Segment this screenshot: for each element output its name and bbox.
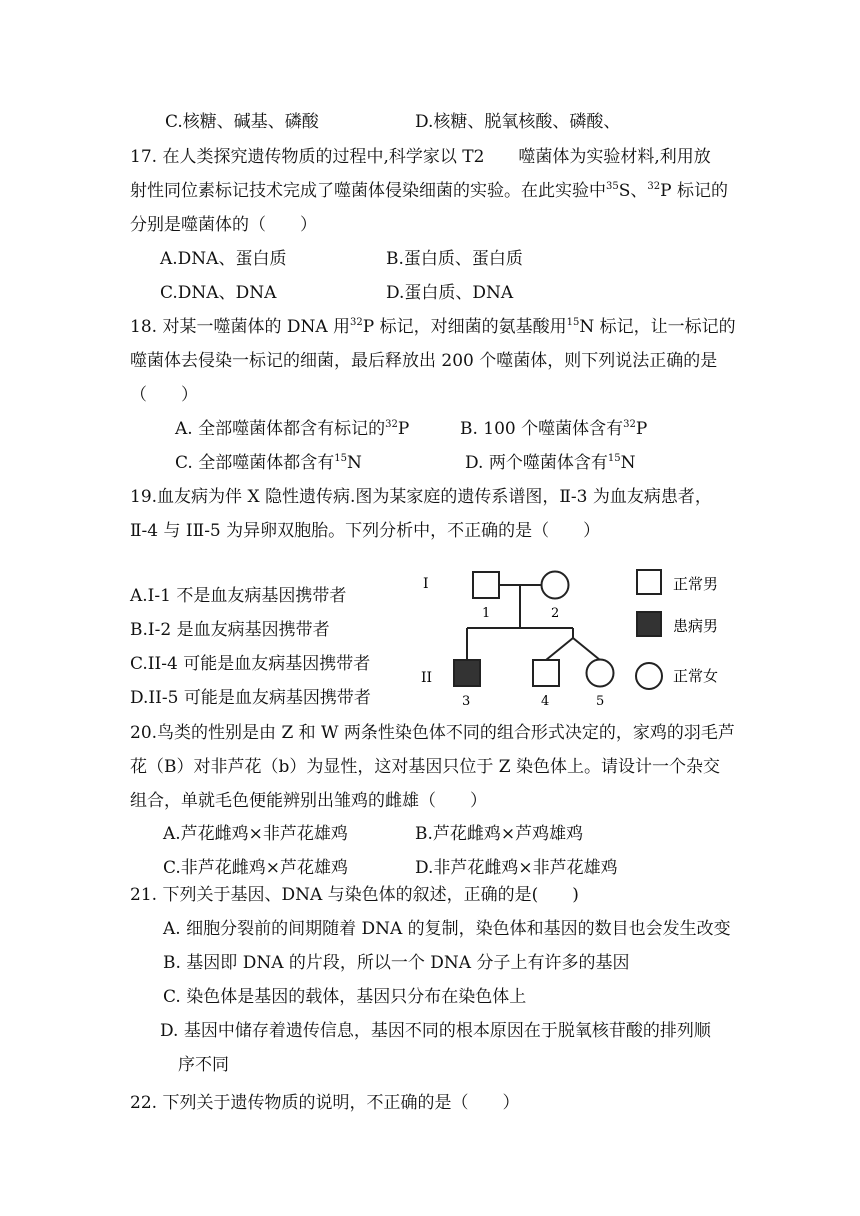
q17-option-c: C.DNA、DNA — [160, 283, 277, 303]
q21-option-d-line2: 序不同 — [178, 1055, 229, 1075]
q20-option-d: D.非芦花雌鸡×非芦花雄鸡 — [415, 858, 618, 878]
q20-stem-line1: 20.鸟类的性别是由 Z 和 W 两条性染色体不同的组合形式决定的，家鸡的羽毛芦 — [130, 723, 735, 743]
superscript-15: 15 — [334, 453, 347, 464]
q18-stem-text-a: 18. 对某一噬菌体的 DNA 用 — [130, 317, 351, 337]
q21-option-b: B. 基因即 DNA 的片段，所以一个 DNA 分子上有许多的基因 — [163, 953, 630, 973]
q18-option-a-element: P — [397, 419, 410, 439]
individual-II-4-normal-male — [533, 660, 559, 686]
q17-option-b: B.蛋白质、蛋白质 — [386, 249, 523, 269]
q20-stem-line2: 花（B）对非芦花（b）为显性，这对基因只位于 Z 染色体上。请设计一个杂交 — [130, 757, 720, 777]
individual-I-1-normal-male — [473, 572, 499, 598]
q18-option-d-text: D. 两个噬菌体含有 — [465, 453, 608, 473]
generation-label-1: I — [423, 576, 429, 592]
superscript-32: 32 — [350, 317, 363, 328]
q20-stem-line3: 组合，单就毛色便能辨别出雏鸡的雌雄（ ） — [130, 791, 487, 811]
q18-option-b — [460, 418, 647, 440]
individual-I-2-normal-female — [542, 572, 569, 599]
q19-stem-line1: 19.血友病为伴 X 隐性遗传病.图为某家庭的遗传系谱图，Ⅱ-3 为血友病患者， — [130, 487, 712, 507]
legend-normal-female-label: 正常女 — [673, 667, 719, 685]
superscript-35: 35 — [606, 181, 619, 192]
q18-stem-text-b: P 标记，对细菌的氨基酸用 — [362, 317, 567, 337]
q18-option-a-text: A. 全部噬菌体都含有标记的 — [175, 419, 386, 439]
q17-stem-line2 — [130, 180, 728, 202]
generation-label-2: II — [421, 670, 433, 686]
q17-s-label: S、 — [618, 181, 648, 201]
label-II-4: 4 — [541, 694, 550, 709]
q20-option-c: C.非芦花雌鸡×芦花雄鸡 — [163, 858, 349, 878]
q18-stem-line3: （ ） — [130, 385, 198, 405]
q18-option-c-element: N — [346, 453, 362, 473]
q17-stem-line1: 17. 在人类探究遗传物质的过程中,科学家以 T2 噬菌体为实验材料,利用放 — [130, 147, 711, 167]
q21-option-a: A. 细胞分裂前的间期随着 DNA 的复制，染色体和基因的数目也会发生改变 — [163, 919, 731, 939]
label-I-2: 2 — [551, 606, 560, 621]
superscript-32: 32 — [647, 181, 661, 192]
q16-option-d: D.核糖、脱氧核酸、磷酸、 — [415, 112, 621, 132]
superscript-15: 15 — [566, 317, 580, 328]
superscript-32: 32 — [385, 419, 398, 430]
q21-option-c: C. 染色体是基因的载体，基因只分布在染色体上 — [163, 987, 527, 1007]
q21-option-d-line1: D. 基因中储存着遗传信息，基因不同的根本原因在于脱氧核苷酸的排列顺 — [160, 1021, 711, 1041]
label-I-1: 1 — [482, 606, 491, 621]
pedigree-svg — [415, 562, 745, 712]
twin-line-5 — [573, 638, 600, 660]
q18-option-b-text: B. 100 个噬菌体含有 — [460, 419, 624, 439]
pedigree-chart — [415, 562, 745, 712]
twin-line-4 — [546, 638, 573, 660]
q17-option-d: D.蛋白质、DNA — [386, 283, 514, 303]
individual-II-3-affected-male — [454, 660, 480, 686]
legend-affected-male-label: 患病男 — [673, 617, 719, 635]
q20-option-b: B.芦花雌鸡×芦鸡雄鸡 — [415, 824, 584, 844]
q17-p-label: P 标记的 — [660, 181, 728, 201]
q18-option-b-element: P — [635, 419, 648, 439]
q18-stem-line1 — [130, 316, 736, 338]
q19-option-b: B.I-2 是血友病基因携带者 — [130, 620, 330, 640]
q17-stem-text: 射性同位素标记技术完成了噬菌体侵染细菌的实验。在此实验中 — [130, 181, 606, 201]
superscript-15: 15 — [607, 453, 621, 464]
q18-option-a — [175, 418, 409, 440]
q18-option-d-element: N — [620, 453, 636, 473]
q22-stem: 22. 下列关于遗传物质的说明，不正确的是（ ） — [130, 1093, 520, 1113]
q18-stem-text-c: N 标记，让一标记的 — [579, 317, 736, 337]
q18-option-d — [465, 452, 635, 474]
legend-normal-male-icon — [637, 570, 661, 594]
q16-option-c: C.核糖、碱基、磷酸 — [165, 112, 319, 132]
q19-option-c: C.II-4 可能是血友病基因携带者 — [130, 654, 371, 674]
q18-option-c — [175, 452, 362, 474]
q19-option-a: A.I-1 不是血友病基因携带者 — [130, 586, 347, 606]
q17-option-a: A.DNA、蛋白质 — [160, 249, 287, 269]
q19-stem-line2: Ⅱ-4 与 IⅡ-5 为异卵双胞胎。下列分析中，不正确的是（ ） — [130, 521, 601, 541]
individual-II-5-normal-female — [587, 660, 614, 687]
legend-affected-male-icon — [637, 612, 661, 636]
q18-option-c-text: C. 全部噬菌体都含有 — [175, 453, 335, 473]
q20-option-a: A.芦花雌鸡×非芦花雄鸡 — [163, 824, 348, 844]
q19-option-d: D.II-5 可能是血友病基因携带者 — [130, 688, 371, 708]
q18-stem-line2: 噬菌体去侵染一标记的细菌，最后释放出 200 个噬菌体，则下列说法正确的是 — [130, 351, 718, 371]
label-II-3: 3 — [462, 694, 471, 709]
label-II-5: 5 — [596, 694, 605, 709]
legend-normal-female-icon — [636, 663, 662, 689]
q21-stem: 21. 下列关于基因、DNA 与染色体的叙述，正确的是( ) — [130, 885, 579, 905]
legend-normal-male-label: 正常男 — [673, 575, 719, 593]
superscript-32: 32 — [623, 419, 636, 430]
q17-stem-line3: 分别是噬菌体的（ ） — [130, 215, 317, 235]
